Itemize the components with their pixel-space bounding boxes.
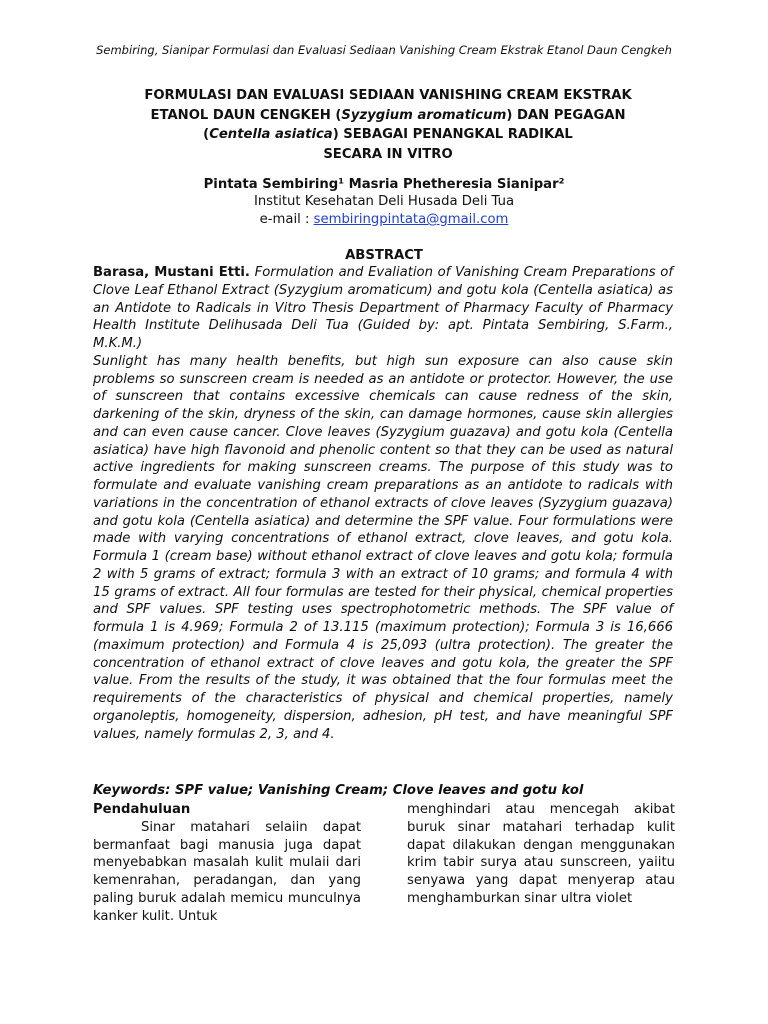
running-head: Sembiring, Sianipar Formulasi dan Evaluasi Sediaan Vanishing Cream Ekstrak Etanol Daun Cengkeh — [96, 43, 672, 57]
abstract — [93, 264, 673, 743]
email-label: e-mail : — [259, 212, 314, 227]
abstract-citation — [93, 264, 673, 353]
abstract-heading: ABSTRACT — [345, 248, 423, 263]
title-line-3: (Centella asiatica) SEBAGAI PENANGKAL RADIKAL — [203, 127, 573, 142]
paper-title — [100, 86, 676, 164]
intro-right-column — [407, 801, 675, 908]
intro-paragraph-left: Sinar matahari selaiin dapat bermanfaat bagi manusia juga dapat menyebabkan masalah kulit mulaii dari kemenrahan, peradangan, dan yang paling buruk adalah memicu munculnya kanker kulit. Untuk — [93, 819, 361, 924]
title-line-4: SECARA IN VITRO — [323, 146, 453, 162]
title-line-1: FORMULASI DAN EVALUASI SEDIAAN VANISHING CREAM EKSTRAK — [144, 88, 632, 103]
email-line — [0, 211, 768, 229]
title-line-2: ETANOL DAUN CENGKEH (Syzygium aromaticum) DAN PEGAGAN — [150, 107, 626, 123]
email-link[interactable]: sembiringpintata@gmail.com — [313, 212, 509, 227]
authors: Pintata Sembiring¹ Masria Phetheresia Sianipar² — [203, 177, 565, 192]
abstract-citation-text: Formulation and Evaliation of Vanishing Cream Preparations of Clove Leaf Ethanol Extract (Syzygium aromaticum) and gotu kola (Centella asiatica) as an Antidote to Radicals in Vitro Thesis Department of Pharmacy Faculty of Pharmacy Health Institute Delihusada Deli Tua (Guided by: apt. Pintata Sembiring, S.Farm., M.K.M.) — [93, 265, 673, 351]
abstract-body: Sunlight has many health benefits, but high sun exposure can also cause skin problems so sunscreen cream is needed as an antidote or protector. However, the use of sunscreen that contains excessive chemicals can cause redness of the skin, darkening of the skin, dryness of the skin, can damage hormones, cause skin allergies and can even cause cancer. Clove leaves (Syzygium guazava) and gotu kola (Centella asiatica) have high flavonoid and phenolic content so that they can be used as natural active ingredients for making sunscreen creams. The purpose of this study was to formulate and evaluate vanishing cream preparations as an antidote to radicals with variations in the concentration of ethanol extracts of clove leaves (Syzygium guazava) and gotu kola (Centella asiatica) and determine the SPF value. Four formulations were made with varying concentrations of ethanol extract, clove leaves, and gotu kola. Formula 1 (cream base) without ethanol extract of clove leaves and gotu kola; formula 2 with 5 grams of extract; formula 3 with an extract of 10 grams; and formula 4 with 15 grams of extract. All four formulas are tested for their physical, chemical properties and SPF values. SPF testing uses spectrophotometric methods. The SPF value of formula 1 is 4.969; Formula 2 of 13.115 (maximum protection); Formula 3 is 16,666 (maximum protection) and Formula 4 is 25,093 (ultra protection). The greater the concentration of ethanol extract of clove leaves and gotu kola, the greater the SPF value. From the results of the study, it was obtained that the four formulas meet the requirements of the characteristics of physical and chemical properties, namely organoleptis, homogeneity, dispersion, adhesion, pH test, and have meaningful SPF values, namely formulas 2, 3, and 4. — [93, 353, 673, 742]
intro-heading: Pendahuluan — [93, 802, 191, 817]
affiliation: Institut Kesehatan Deli Husada Deli Tua — [253, 194, 515, 209]
abstract-citation-author: Barasa, Mustani Etti. — [93, 265, 250, 280]
keywords: Keywords: SPF value; Vanishing Cream; Clove leaves and gotu kol — [93, 783, 584, 798]
intro-paragraph-right: menghindari atau mencegah akibat buruk sinar matahari terhadap kulit dapat dilakukan dengan menggunakan krim tabir surya atau sunscreen, yaiitu senyawa yang dapat menyerap atau menghamburkan sinar ultra violet — [407, 802, 675, 906]
intro-left-column — [93, 801, 361, 925]
